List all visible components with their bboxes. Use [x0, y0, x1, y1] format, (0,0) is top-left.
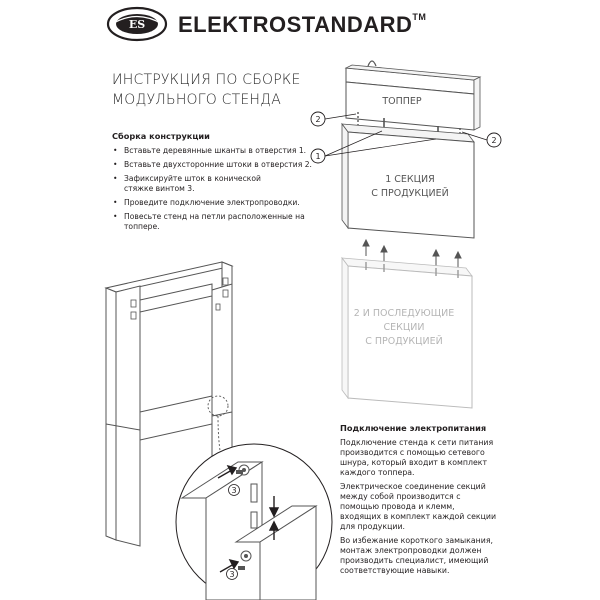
section-2-label-line-3: С ПРОДУКЦИЕЙ: [365, 336, 443, 347]
assembly-steps: [112, 146, 312, 232]
power-paragraph: Подключение стенда к сети питания производится с помощью сетевого шнура, который входит в комплект каждого топпера.: [340, 438, 494, 477]
assembly-section: [112, 131, 312, 236]
section-2-label-line-2: СЕКЦИИ: [383, 322, 425, 333]
title-line-2: МОДУЛЬНОГО СТЕНДА: [112, 92, 281, 108]
section-1-label-line-1: 1 СЕКЦИЯ: [385, 174, 435, 185]
topper-label: ТОППЕР: [382, 96, 422, 107]
callout-2-right-number: 2: [491, 136, 497, 145]
assembly-step: • Вставьте двухсторонние штоки в отверстия 2.: [112, 160, 312, 170]
assembly-step: • Повесьте стенд на петли расположенные на топпере.: [112, 212, 312, 232]
section-2-module: [342, 258, 472, 408]
frame-assembly-diagram: [100, 255, 340, 600]
callout-2-left-number: 2: [315, 115, 321, 124]
brand-name: [178, 12, 426, 38]
callout-3-lower-number: 3: [229, 570, 235, 579]
section-1-label-line-2: С ПРОДУКЦИЕЙ: [371, 188, 449, 199]
callout-3-upper-number: 3: [231, 486, 237, 495]
joint-detail: [176, 444, 332, 600]
section-2-label-line-1: 2 И ПОСЛЕДУЮЩИЕ: [353, 308, 455, 319]
callout-1-number: 1: [315, 152, 321, 161]
elektrostandard-logo: [106, 6, 168, 42]
power-heading: Подключение электропитания: [340, 423, 487, 433]
assembly-step: • Проведите подключение электропроводки.: [112, 198, 312, 208]
assembly-heading: Сборка конструкции: [112, 131, 210, 141]
power-paragraph: Электрическое соединение секций между собой производится с помощью провода и клемм, входящих в комплект каждой секции для продукции.: [340, 482, 497, 531]
logo-letters: ES: [128, 18, 146, 31]
title-line-1: ИНСТРУКЦИЯ ПО СБОРКЕ: [112, 72, 301, 88]
power-paragraph: Во избежание короткого замыкания, монтаж электропроводки должен производить специалист, имеющий соответствующие навыки.: [340, 536, 494, 575]
assembly-step: • Вставьте деревянные шканты в отверстия 1.: [112, 146, 312, 156]
brand-name-text: ELEKTROSTANDARD: [178, 12, 413, 37]
brand-tm: TM: [412, 12, 427, 22]
assembly-step: • Зафиксируйте шток в конической стяжке винтом 3.: [112, 174, 292, 194]
power-section: [340, 423, 510, 580]
